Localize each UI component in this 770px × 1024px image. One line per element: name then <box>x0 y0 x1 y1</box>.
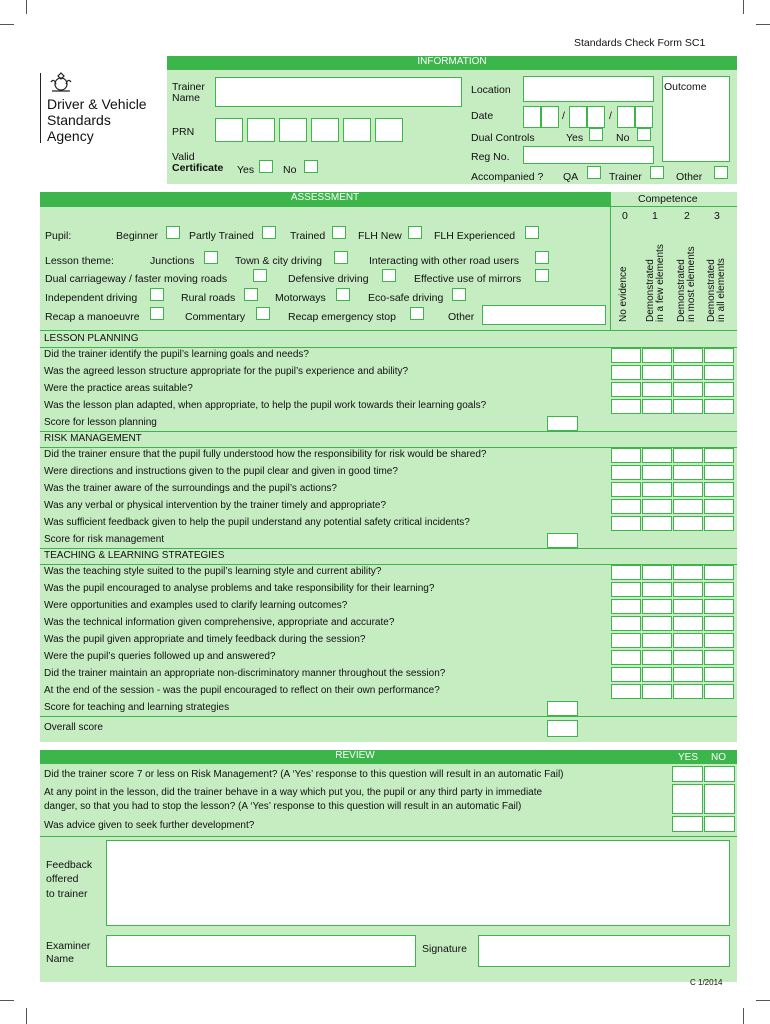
assessment-question: Was the agreed lesson structure appropriate for the pupil’s experience and ability? <box>44 366 409 377</box>
assessment-question: Did the trainer maintain an appropriate non-discriminatory manner throughout the session? <box>44 668 446 679</box>
competence-score-cell-2[interactable] <box>673 565 703 580</box>
accompanied-other-checkbox[interactable] <box>714 166 728 179</box>
feedback-field[interactable] <box>106 840 730 926</box>
trained-checkbox[interactable] <box>332 226 346 239</box>
competence-score-cell-0[interactable] <box>611 399 641 414</box>
review-q2-no-box[interactable] <box>704 784 735 814</box>
recap-manoeuvre-label: Recap a manoeuvre <box>45 311 140 323</box>
information-header: INFORMATION <box>167 56 737 70</box>
footer-version: C 1/2014 <box>690 978 723 987</box>
commentary-checkbox[interactable] <box>256 307 270 320</box>
competence-score-cell-3[interactable] <box>704 499 734 514</box>
cert-yes-checkbox[interactable] <box>259 160 273 173</box>
signature-field[interactable] <box>478 935 730 967</box>
independent-checkbox[interactable] <box>150 288 164 301</box>
interacting-checkbox[interactable] <box>535 251 549 264</box>
competence-score-cell-3[interactable] <box>704 482 734 497</box>
logo-rule <box>40 73 41 143</box>
competence-score-cell-2[interactable] <box>673 399 703 414</box>
competence-score-cell-2[interactable] <box>673 650 703 665</box>
competence-score-cell-2[interactable] <box>673 599 703 614</box>
competence-score-cell-0[interactable] <box>611 516 641 531</box>
overall-score-box[interactable] <box>547 720 578 737</box>
review-q1-yes-box[interactable] <box>672 766 703 782</box>
partly-trained-checkbox[interactable] <box>262 226 276 239</box>
beginner-label: Beginner <box>116 230 159 242</box>
dual-no-checkbox[interactable] <box>637 128 651 141</box>
competence-score-cell-1[interactable] <box>642 633 672 648</box>
prn-digit-field[interactable] <box>215 118 243 142</box>
assessment-question: Was any verbal or physical intervention by the trainer timely and appropriate? <box>44 500 387 511</box>
examiner-label-1: Examiner <box>46 940 91 952</box>
agency-line1: Driver & Vehicle <box>47 96 147 112</box>
competence-score-cell-2[interactable] <box>673 348 703 363</box>
competence-score-cell-1[interactable] <box>642 465 672 480</box>
divider <box>40 836 737 837</box>
location-field[interactable] <box>523 76 654 102</box>
competence-score-cell-3[interactable] <box>704 650 734 665</box>
assessment-question: Were directions and instructions given to the pupil clear and given in good time? <box>44 466 398 477</box>
divider <box>40 206 610 207</box>
date-day-field[interactable] <box>541 106 559 128</box>
prn-label: PRN <box>172 126 195 138</box>
motorways-checkbox[interactable] <box>336 288 350 301</box>
recap-manoeuvre-checkbox[interactable] <box>150 307 164 320</box>
eco-checkbox[interactable] <box>452 288 466 301</box>
cert-no-checkbox[interactable] <box>304 160 318 173</box>
trainer-name-label: Trainer Name <box>172 81 205 104</box>
rural-label: Rural roads <box>181 292 236 304</box>
junctions-checkbox[interactable] <box>204 251 218 264</box>
date-slash: / <box>609 110 612 122</box>
cert-no-label: No <box>283 164 297 176</box>
competence-score-cell-0[interactable] <box>611 565 641 580</box>
score-3-label: 3 <box>714 210 720 222</box>
interacting-label: Interacting with other road users <box>369 255 519 267</box>
score-2-label: 2 <box>684 210 690 222</box>
competence-score-cell-3[interactable] <box>704 565 734 580</box>
competence-label-3: Demonstrated in all elements <box>706 258 727 322</box>
competence-score-cell-0[interactable] <box>611 667 641 682</box>
assessment-question: Were the pupil’s queries followed up and answered? <box>44 651 276 662</box>
beginner-checkbox[interactable] <box>166 226 180 239</box>
competence-score-cell-1[interactable] <box>642 516 672 531</box>
section-title: LESSON PLANNING <box>44 333 139 344</box>
reg-no-field[interactable] <box>523 146 654 164</box>
competence-score-cell-1[interactable] <box>642 565 672 580</box>
competence-score-cell-2[interactable] <box>673 465 703 480</box>
outcome-label: Outcome <box>664 81 707 93</box>
pupil-label: Pupil: <box>45 230 72 242</box>
eco-label: Eco-safe driving <box>368 292 444 304</box>
valid-certificate-label-1: Valid <box>172 151 195 163</box>
other-theme-label: Other <box>448 311 475 323</box>
crop-mark <box>26 0 27 14</box>
review-q3-no-box[interactable] <box>704 816 735 832</box>
section-score-label: Score for lesson planning <box>44 417 157 428</box>
competence-score-cell-3[interactable] <box>704 365 734 380</box>
flh-experienced-label: FLH Experienced <box>434 230 516 242</box>
competence-score-cell-2[interactable] <box>673 482 703 497</box>
date-slash: / <box>562 110 565 122</box>
town-city-label: Town & city driving <box>235 255 322 267</box>
competence-score-cell-3[interactable] <box>704 448 734 463</box>
divider <box>610 192 611 330</box>
date-year-field[interactable] <box>617 106 635 128</box>
location-label: Location <box>471 84 511 96</box>
accompanied-trainer-label: Trainer <box>609 171 642 183</box>
section-title: RISK MANAGEMENT <box>44 433 142 444</box>
feedback-label-3: to trainer <box>46 888 88 900</box>
review-q2-yes-box[interactable] <box>672 784 703 814</box>
review-header: REVIEW <box>40 750 670 764</box>
agency-line2: Standards <box>47 112 111 128</box>
competence-score-cell-0[interactable] <box>611 348 641 363</box>
competence-score-cell-1[interactable] <box>642 599 672 614</box>
competence-score-cell-1[interactable] <box>642 348 672 363</box>
competence-score-cell-3[interactable] <box>704 667 734 682</box>
junctions-label: Junctions <box>150 255 195 267</box>
assessment-question: Was the pupil given appropriate and timely feedback during the session? <box>44 634 366 645</box>
assessment-question: At the end of the session - was the pupil encouraged to reflect on their own performance? <box>44 685 440 696</box>
competence-score-cell-0[interactable] <box>611 650 641 665</box>
competence-score-cell-2[interactable] <box>673 382 703 397</box>
competence-score-cell-3[interactable] <box>704 516 734 531</box>
independent-label: Independent driving <box>45 292 138 304</box>
examiner-name-field[interactable] <box>106 935 416 967</box>
qa-label: QA <box>563 171 579 183</box>
assessment-question: Did the trainer identify the pupil’s learning goals and needs? <box>44 349 309 360</box>
prn-digit-field[interactable] <box>311 118 339 142</box>
defensive-label: Defensive driving <box>288 273 369 285</box>
review-yes-label: YES <box>678 752 699 763</box>
rural-checkbox[interactable] <box>244 288 258 301</box>
qa-checkbox[interactable] <box>587 166 601 179</box>
crop-mark <box>26 1008 27 1024</box>
competence-score-cell-1[interactable] <box>642 399 672 414</box>
section-score-label: Score for risk management <box>44 534 165 545</box>
competence-score-cell-3[interactable] <box>704 582 734 597</box>
prn-digit-field[interactable] <box>375 118 403 142</box>
divider <box>40 330 737 331</box>
dual-controls-label: Dual Controls <box>471 132 535 144</box>
dual-carriageway-checkbox[interactable] <box>253 269 267 282</box>
review-question-3: Was advice given to seek further development? <box>44 820 255 831</box>
competence-score-cell-1[interactable] <box>642 582 672 597</box>
competence-score-cell-1[interactable] <box>642 448 672 463</box>
competence-label-2: Demonstrated in most elements <box>676 246 697 322</box>
section-title: TEACHING & LEARNING STRATEGIES <box>44 550 225 561</box>
competence-score-cell-1[interactable] <box>642 365 672 380</box>
feedback-label-2: offered <box>46 873 79 885</box>
competence-score-cell-2[interactable] <box>673 633 703 648</box>
assessment-question: Did the trainer ensure that the pupil fully understood how the responsibility for risk would be shared? <box>44 449 487 460</box>
defensive-checkbox[interactable] <box>382 269 396 282</box>
competence-score-cell-2[interactable] <box>673 684 703 699</box>
competence-label-0: No evidence <box>618 266 629 322</box>
mirrors-checkbox[interactable] <box>535 269 549 282</box>
competence-score-cell-1[interactable] <box>642 684 672 699</box>
crop-mark <box>743 0 744 14</box>
trainer-name-field[interactable] <box>215 77 462 107</box>
competence-score-cell-0[interactable] <box>611 365 641 380</box>
competence-score-cell-0[interactable] <box>611 684 641 699</box>
date-year-field[interactable] <box>635 106 653 128</box>
motorways-label: Motorways <box>275 292 326 304</box>
overall-score-label: Overall score <box>44 722 103 733</box>
crop-mark <box>743 1008 744 1024</box>
assessment-question: Was sufficient feedback given to help the pupil understand any potential safety critical incidents? <box>44 517 470 528</box>
competence-score-cell-0[interactable] <box>611 616 641 631</box>
signature-label: Signature <box>422 943 467 955</box>
competence-score-cell-0[interactable] <box>611 465 641 480</box>
competence-label: Competence <box>638 193 698 205</box>
review-question-1: Did the trainer score 7 or less on Risk Management? (A ‘Yes’ response to this question will result in an automatic Fail) <box>44 769 564 780</box>
competence-label-1: Demonstrated in a few elements <box>645 244 666 322</box>
assessment-header: ASSESSMENT <box>40 192 610 206</box>
mirrors-label: Effective use of mirrors <box>414 273 522 285</box>
competence-score-cell-1[interactable] <box>642 667 672 682</box>
competence-score-cell-3[interactable] <box>704 633 734 648</box>
dual-yes-label: Yes <box>566 132 584 144</box>
agency-line3: Agency <box>47 128 94 144</box>
commentary-label: Commentary <box>185 311 246 323</box>
score-1-label: 1 <box>652 210 658 222</box>
competence-score-cell-2[interactable] <box>673 582 703 597</box>
divider <box>40 716 737 717</box>
competence-score-cell-0[interactable] <box>611 633 641 648</box>
competence-score-cell-2[interactable] <box>673 499 703 514</box>
dual-yes-checkbox[interactable] <box>589 128 603 141</box>
competence-score-cell-1[interactable] <box>642 616 672 631</box>
recap-stop-label: Recap emergency stop <box>288 311 396 323</box>
crop-mark <box>0 1000 14 1001</box>
competence-score-cell-0[interactable] <box>611 448 641 463</box>
form-title: Standards Check Form SC1 <box>574 37 706 49</box>
review-question-2a: At any point in the lesson, did the trainer behave in a way which put you, the pupil or any third party in immediate <box>44 787 543 798</box>
other-theme-field[interactable] <box>482 305 606 325</box>
competence-score-cell-1[interactable] <box>642 382 672 397</box>
dual-carriageway-label: Dual carriageway / faster moving roads <box>45 273 228 285</box>
competence-score-cell-0[interactable] <box>611 382 641 397</box>
feedback-label-1: Feedback <box>46 859 93 871</box>
competence-score-cell-3[interactable] <box>704 382 734 397</box>
prn-digit-field[interactable] <box>247 118 275 142</box>
partly-trained-label: Partly Trained <box>189 230 254 242</box>
flh-experienced-checkbox[interactable] <box>525 226 539 239</box>
divider <box>610 206 737 207</box>
competence-score-cell-0[interactable] <box>611 599 641 614</box>
section-score-box[interactable] <box>547 416 578 431</box>
town-city-checkbox[interactable] <box>334 251 348 264</box>
competence-score-cell-3[interactable] <box>704 684 734 699</box>
assessment-question: Was the lesson plan adapted, when appropriate, to help the pupil work towards their learning goals? <box>44 400 487 411</box>
examiner-label-2: Name <box>46 953 75 965</box>
crop-mark <box>756 1000 770 1001</box>
competence-score-cell-0[interactable] <box>611 582 641 597</box>
review-q1-no-box[interactable] <box>704 766 735 782</box>
competence-score-cell-3[interactable] <box>704 616 734 631</box>
prn-digit-field[interactable] <box>279 118 307 142</box>
competence-score-cell-3[interactable] <box>704 348 734 363</box>
valid-certificate-label-2: Certificate <box>172 162 224 174</box>
assessment-question: Were opportunities and examples used to clarify learning outcomes? <box>44 600 348 611</box>
divider <box>40 548 737 549</box>
flh-new-label: FLH New <box>358 230 402 242</box>
review-question-2b: danger, so that you had to stop the lesson? (A ‘Yes’ response to this question will result in an automatic Fail) <box>44 801 522 812</box>
date-month-field[interactable] <box>569 106 587 128</box>
competence-score-cell-1[interactable] <box>642 499 672 514</box>
competence-score-cell-3[interactable] <box>704 399 734 414</box>
competence-score-cell-2[interactable] <box>673 516 703 531</box>
date-day-field[interactable] <box>523 106 541 128</box>
competence-score-cell-2[interactable] <box>673 616 703 631</box>
assessment-question: Was the technical information given comprehensive, appropriate and accurate? <box>44 617 395 628</box>
assessment-question: Were the practice areas suitable? <box>44 383 193 394</box>
competence-score-cell-3[interactable] <box>704 599 734 614</box>
section-score-box[interactable] <box>547 701 578 716</box>
cert-yes-label: Yes <box>237 164 255 176</box>
competence-score-cell-2[interactable] <box>673 448 703 463</box>
assessment-question: Was the teaching style suited to the pupil’s learning style and current ability? <box>44 566 382 577</box>
recap-stop-checkbox[interactable] <box>410 307 424 320</box>
assessment-question: Was the pupil encouraged to analyse problems and take responsibility for their learning? <box>44 583 435 594</box>
competence-score-cell-0[interactable] <box>611 482 641 497</box>
assessment-question: Was the trainer aware of the surroundings and the pupil’s actions? <box>44 483 337 494</box>
crop-mark <box>0 24 14 25</box>
score-0-label: 0 <box>622 210 628 222</box>
review-q3-yes-box[interactable] <box>672 816 703 832</box>
competence-score-cell-1[interactable] <box>642 650 672 665</box>
competence-score-cell-0[interactable] <box>611 499 641 514</box>
trained-label: Trained <box>290 230 326 242</box>
reg-no-label: Reg No. <box>471 151 510 163</box>
dual-no-label: No <box>616 132 630 144</box>
crop-mark <box>756 24 770 25</box>
accompanied-label: Accompanied ? <box>471 171 544 183</box>
competence-score-cell-1[interactable] <box>642 482 672 497</box>
competence-score-cell-2[interactable] <box>673 365 703 380</box>
competence-score-cell-2[interactable] <box>673 667 703 682</box>
section-score-label: Score for teaching and learning strategies <box>44 702 230 713</box>
prn-digit-field[interactable] <box>343 118 371 142</box>
section-score-box[interactable] <box>547 533 578 548</box>
flh-new-checkbox[interactable] <box>408 226 422 239</box>
divider <box>40 431 737 432</box>
date-label: Date <box>471 110 494 122</box>
accompanied-other-label: Other <box>676 171 703 183</box>
competence-score-cell-3[interactable] <box>704 465 734 480</box>
review-no-label: NO <box>711 752 726 763</box>
lesson-theme-label: Lesson theme: <box>45 255 114 267</box>
date-month-field[interactable] <box>587 106 605 128</box>
accompanied-trainer-checkbox[interactable] <box>650 166 664 179</box>
royal-crest-icon <box>48 70 74 94</box>
